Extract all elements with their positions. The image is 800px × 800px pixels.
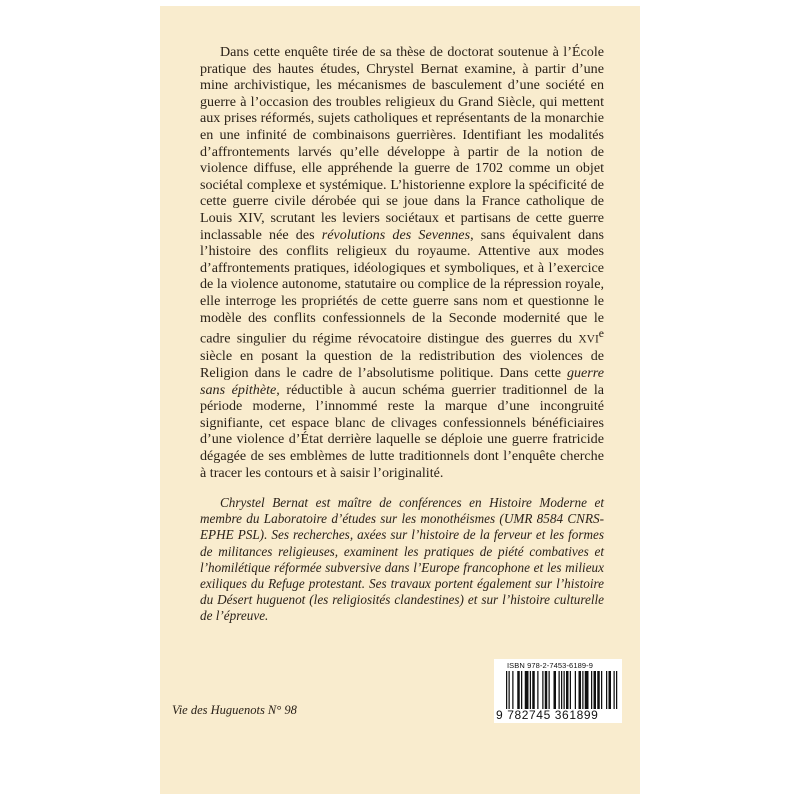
barcode-bar xyxy=(564,671,565,709)
isbn-barcode xyxy=(494,659,622,723)
barcode-bar xyxy=(506,671,507,709)
series-label: Vie des Huguenots N° 98 xyxy=(172,703,297,717)
barcode-bar xyxy=(570,671,571,709)
barcode-bar xyxy=(614,671,615,709)
barcode-bar xyxy=(559,671,560,709)
barcode-bar xyxy=(585,671,589,709)
barcode-bar xyxy=(532,671,535,709)
barcode-bar xyxy=(594,671,597,709)
barcode-bar xyxy=(537,671,538,709)
barcode-bar xyxy=(609,671,612,709)
barcode-bar xyxy=(521,671,522,709)
barcode-bar xyxy=(509,671,510,709)
century-superscript: e xyxy=(598,327,604,341)
barcode-bar xyxy=(582,671,583,709)
barcode-bar xyxy=(616,671,617,709)
book-summary xyxy=(200,44,604,481)
ean-digits: 9 782745 361899 xyxy=(496,708,599,722)
barcode-bar xyxy=(575,671,576,709)
barcode-bar xyxy=(597,671,600,709)
summary-text-1: Dans cette enquête tirée de sa thèse de doctorat soutenue à l’École pratique des hautes études, Chrystel Bernat examine, à partir d’une mine archivistique, les mécanismes de basculement d’une société en guerre à l’occasion des troubles religieux du Grand Siècle, qui mettent aux prises réformés, sujets catholiques et représentants de la monarchie en une infinité de combinaisons guerrières. Identifiant les modalités d’affrontements larvés qu’elle développe à partir de la notion de violence diffuse, elle appréhende la guerre de 1702 comme un objet sociétal complexe et systémique. L’historienne explore la spécificité de cette guerre civile dérobée qui se joue dans la France catholique de Louis XIV, scrutant les leviers sociétaux et partisans de cette guerre inclassable née des xyxy=(200,44,604,243)
barcode-bar xyxy=(601,671,602,709)
author-bio: Chrystel Bernat est maître de conférences en Histoire Moderne et membre du Laboratoire d’études sur les monothéismes (UMR 8584 CNRS-EPHE PSL). Ses recherches, axées sur l’histoire de la ferveur et les formes de militances religieuses, examinent les pratiques de piété combatives et l’homilétique réformée subversive dans l’Europe francophone et les milieux exiliques du Refuge protestant. Ses travaux portent également sur l’histoire du Désert huguenot (les religiosités clandestines) et sur l’histoire culturelle de l’épreuve. xyxy=(200,495,604,624)
book-back-cover xyxy=(160,6,640,794)
barcode-bar xyxy=(525,671,529,709)
barcode-bar xyxy=(591,671,592,709)
barcode-bar xyxy=(542,671,543,709)
barcode-bar xyxy=(545,671,548,709)
summary-text-2: , sans équivalent dans l’histoire des conflits religieux du royaume. Attentive aux modes d’affrontements pratiques, idéologiques et symboliques, et à l’exercice de la violence autonome, statutaire ou complice de la répression royale, elle interroge les propriétés de cette guerre sans nom et questionne le modèle des conflits confessionnels de la Seconde modernité que le cadre singulier du régime révocatoire distingue des guerres du xyxy=(200,226,605,347)
barcode-bars xyxy=(506,671,620,709)
summary-text-4: , réductible à aucun schéma guerrier traditionnel de la période moderne, l’innommé reste la marque d’une incongruité signifiante, cet espace blanc de clivages confessionnels bénéficiaires d’une violence d’État derrière laquelle se déploie une guerre fratricide dégagée de ses emblèmes de lutte traditionnels dont l’enquête cherche à tracer les contours et à saisir l’originalité. xyxy=(200,381,604,481)
barcode-bar xyxy=(566,671,569,709)
barcode-bar xyxy=(561,671,562,709)
century-numeral: XVI xyxy=(578,333,599,346)
barcode-bar xyxy=(554,671,557,709)
summary-text-3: siècle en posant la question de la redistribution des violences de Religion dans le cadre de l’absolutisme politique. Dans cette xyxy=(200,348,604,381)
summary-italic-title: révolutions des Sevennes xyxy=(321,226,471,243)
barcode-bar xyxy=(579,671,582,709)
barcode-bar xyxy=(606,671,607,709)
barcode-bar xyxy=(512,671,513,709)
barcode-bar xyxy=(549,671,550,709)
isbn-number: ISBN 978-2-7453-6189-9 xyxy=(507,661,594,670)
barcode-bar xyxy=(517,671,520,709)
summary-italic-phrase: guerre sans épithète xyxy=(200,364,604,398)
barcode-bar xyxy=(530,671,531,709)
